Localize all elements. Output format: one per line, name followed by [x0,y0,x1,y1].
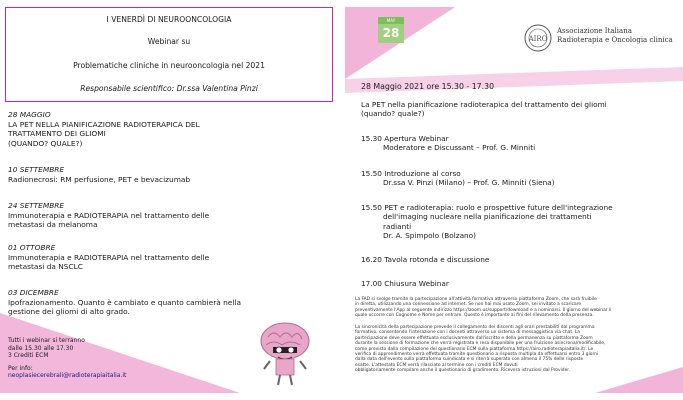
session-date: 28 MAGGIO [8,110,51,119]
agenda-speaker: Moderatore e Discussant – Prof. G. Minniti [383,143,536,153]
fine-line: quale occorre con Cognome e Nome per entrare. Questo è importante ai fini del rilevamento della presenza. [355,313,594,319]
fine-line: in diretta, utilizzando una connessione ad internet. Se non hai mai usato Zoom, sei invitato a scaricare [355,302,582,308]
pink-bottom-decoration [345,367,683,393]
agenda-item: 16.20 Tavola rotonda e discussione [361,255,490,264]
program-page [0,7,338,393]
agenda-speaker: Dr.ssa V. Pinzi (Milano) – Prof. G. Minniti (Siena) [383,178,555,188]
fine-line: obbligatoriamente compilare anche il questionario di gradimento. Ricevera istruzioni dal Provider. [355,368,571,374]
fine-line: durante la sessione di formazione che verrà registrata e resa disponibile per una fruizione asincrona/modificabile, [355,341,606,347]
session-4 [8,243,328,272]
header-box [5,7,333,102]
session-title-line: Ipofrazionamento. Quanto è cambiato e quanto cambierà nella [8,297,241,307]
session-title-line: Immunoterapia e RADIOTERAPIA nel trattamento delle [8,210,210,220]
agenda-title-cont: dell'imaging nucleare nella pianificazione dei trattamenti [383,212,592,222]
session-title-line: LA PET NELLA PIANIFICAZIONE RADIOTERAPICA DEL [8,119,200,129]
session-title-line: gestione dei gliomi di alto grado. [8,307,130,317]
fine-line: formativo, consentendo l'interazione con i docenti attraverso un sistema di messaggistica via chat. La [355,330,580,336]
fine-line: La sincronicità della partecipazione prevede il collegamento dei discenti agli orari prestabiliti dal programma [355,325,595,330]
session-3 [8,201,328,230]
session-1 [8,110,328,148]
info-label: Per info: [8,364,33,372]
logo-text [557,27,673,45]
webinar-label: Webinar su [147,37,191,46]
session-date: 01 OTTOBRE [8,243,56,252]
calendar-month: MAY [378,17,404,24]
agenda-time-title: 15.50 Introduzione al corso [361,169,461,178]
event-page [345,7,683,393]
agenda-speaker: Dr. A. Spimpolo (Bolzano) [383,231,476,241]
title-line-2: (quando? quale?) [361,109,425,119]
info-credits: 3 Crediti ECM [8,352,49,359]
logo-line-2: Radioterapia e Oncologia clinica [557,36,673,44]
session-title-line: (QUANDO? QUALE?) [8,138,83,148]
info-time: dalle 15.30 alle 17.30 [8,344,74,352]
session-date: 03 DICEMBRE [8,288,59,297]
agenda-time-title: 15.30 Apertura Webinar [361,134,449,143]
fine-line: verifica di apprendimento verrà effettuata tramite questionario a risposta multipla da effettuarsi entro 3 giorni [355,352,599,358]
title-line-1: La PET nella pianificazione radioterapica del trattamento dei gliomi [361,100,607,109]
event-title [361,100,679,119]
fine-line: come previsto dalla compilazione del questionario ECM sulla piattaforma https://airo.radioterapiaitalia.it/. Le [355,346,594,352]
fine-line: La FAD si svolge tramite la partecipazione all'attività formativa attraverso piattaforma Zoom, che sarà fruibile [355,297,597,302]
agenda-title-cont: radianti [383,221,412,231]
fad-paragraph-1 [355,297,673,319]
brain-mascot-image [256,317,314,387]
agenda-item [361,203,679,241]
session-title-line: metastasi da NSCLC [8,262,83,272]
agenda-item [361,134,679,153]
session-2 [8,165,328,184]
series-title: I VENERDÌ DI NEUROONCOLOGIA [106,15,232,24]
airo-logo [523,21,677,55]
scientific-lead: Responsabile scientifico: Dr.ssa Valentina Pinzi [80,84,258,93]
fine-line: partecipazione deve essere effettuata esclusivamente dall'iscritto e della permanenza su piattaforma Zoom [355,335,593,341]
session-5 [8,288,328,317]
info-email[interactable]: neoplasiecerebrali@radioterapiaitalia.it [8,372,127,379]
info-block [8,337,126,380]
airo-emblem-icon [523,23,553,53]
logo-line-1: Associazione Italiana [557,27,632,35]
session-title-line: TRATTAMENTO DEI GLIOMI [8,129,106,139]
webinar-subject: Problematiche cliniche in neurooncologia nel 2021 [73,61,265,70]
calendar-icon [378,17,404,43]
fine-line: dalla data dell'evento sulla piattaforma suindicata e si riterrà superato con almeno il 75% delle risposte [355,357,584,363]
event-date: 28 Maggio 2021 ore 15.30 - 17.30 [361,82,495,91]
airo-emblem-text: AIRO [528,35,548,43]
agenda-time-title: 15.50 PET e radioterapia: ruolo e prospettive future dell'integrazione [361,203,613,212]
calendar-day: 28 [378,24,404,43]
fine-line: preventivamente l'App al seguente indirizzo https://zoom.us/support/download e a nominarsi. Il giorno del webinar il [355,307,612,313]
session-date: 10 SETTEMBRE [8,165,65,174]
session-date: 24 SETTEMBRE [8,201,65,210]
session-title-line: Immunoterapia e RADIOTERAPIA nel trattamento delle [8,252,210,262]
session-title-line: Radionecrosi: RM perfusione, PET e bevacizumab [8,174,191,184]
session-title-line: metastasi da melanoma [8,220,98,230]
fine-line: esatte. L'attestato ECM verrà rilasciato al termine con i crediti ECM dovuti [355,362,518,368]
agenda-item [361,169,679,188]
agenda-item: 17.00 Chiusura Webinar [361,279,449,288]
info-schedule: Tutti i webinar si terranno [8,337,85,344]
